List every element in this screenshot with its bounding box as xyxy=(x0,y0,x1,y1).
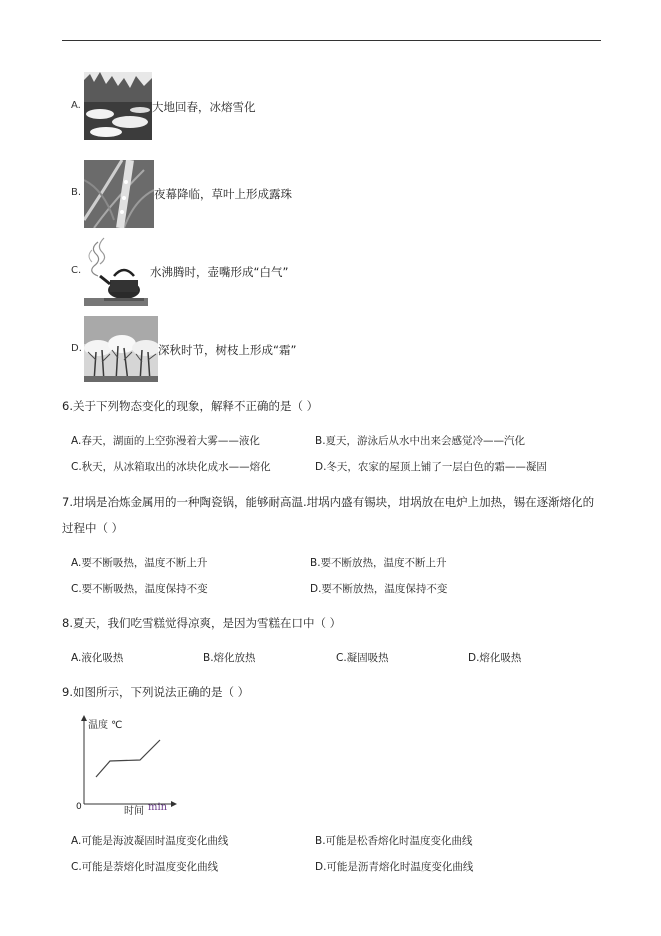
option-b: B.要不断放热，温度不断上升 xyxy=(310,557,447,569)
option-a: A.要不断吸热，温度不断上升 xyxy=(71,557,208,569)
question-stem-line-1: 7.坩埚是冶炼金属用的一种陶瓷锅，能够耐高温.坩埚内盛有锡块，坩埚放在电炉上加热，锡在逐渐熔化的 xyxy=(62,495,595,509)
option-d: D.要不断放热，温度保持不变 xyxy=(310,583,448,595)
option-letter: A. xyxy=(71,100,81,111)
option-d: D.熔化吸热 xyxy=(468,652,522,664)
option-text: 深秋时节，树枝上形成“霜” xyxy=(158,343,297,357)
option-text: 大地回春，冰熔雪化 xyxy=(152,100,256,114)
melting-snow-landscape-image xyxy=(84,72,152,140)
option-b: B.夏天，游泳后从水中出来会感觉冷——汽化 xyxy=(315,435,526,447)
temperature-curve xyxy=(96,740,160,777)
option-c: C.可能是萘熔化时温度变化曲线 xyxy=(71,861,219,873)
dew-on-grass-image xyxy=(84,160,154,228)
temperature-time-graph xyxy=(72,712,182,818)
question-stem: 6.关于下列物态变化的现象，解释不正确的是（ ） xyxy=(62,399,319,413)
boiling-kettle-image xyxy=(84,236,148,306)
option-text: 夜幕降临，草叶上形成露珠 xyxy=(154,187,292,201)
option-c: C.凝固吸热 xyxy=(336,652,389,664)
option-b: B.熔化放热 xyxy=(203,652,256,664)
question-stem: 9.如图所示，下列说法正确的是（ ） xyxy=(62,685,250,699)
option-letter: D. xyxy=(71,343,82,354)
option-c: C.要不断吸热，温度保持不变 xyxy=(71,583,208,595)
x-axis-label: 时间 xyxy=(124,806,144,817)
question-stem-line-2: 过程中（ ） xyxy=(62,521,124,535)
option-d: D.可能是沥青熔化时温度变化曲线 xyxy=(315,861,474,873)
option-b: B.可能是松香熔化时温度变化曲线 xyxy=(315,835,473,847)
frosty-trees-image xyxy=(84,316,158,382)
option-a: A.可能是海波凝固时温度变化曲线 xyxy=(71,835,229,847)
option-letter: B. xyxy=(71,187,82,198)
x-axis-unit: min xyxy=(148,802,168,813)
question-stem: 8.夏天，我们吃雪糕觉得凉爽，是因为雪糕在口中（ ） xyxy=(62,616,342,630)
y-axis-label: 温度 ℃ xyxy=(88,720,123,731)
option-d: D.冬天，农家的屋顶上铺了一层白色的霜——凝固 xyxy=(315,461,547,473)
option-a: A.液化吸热 xyxy=(71,652,124,664)
option-text: 水沸腾时，壶嘴形成“白气” xyxy=(150,265,289,279)
option-letter: C. xyxy=(71,265,82,276)
origin-label: 0 xyxy=(76,802,82,812)
header-rule xyxy=(62,40,601,41)
option-a: A.春天，湖面的上空弥漫着大雾——液化 xyxy=(71,435,260,447)
option-c: C.秋天，从冰箱取出的冰块化成水——熔化 xyxy=(71,461,271,473)
